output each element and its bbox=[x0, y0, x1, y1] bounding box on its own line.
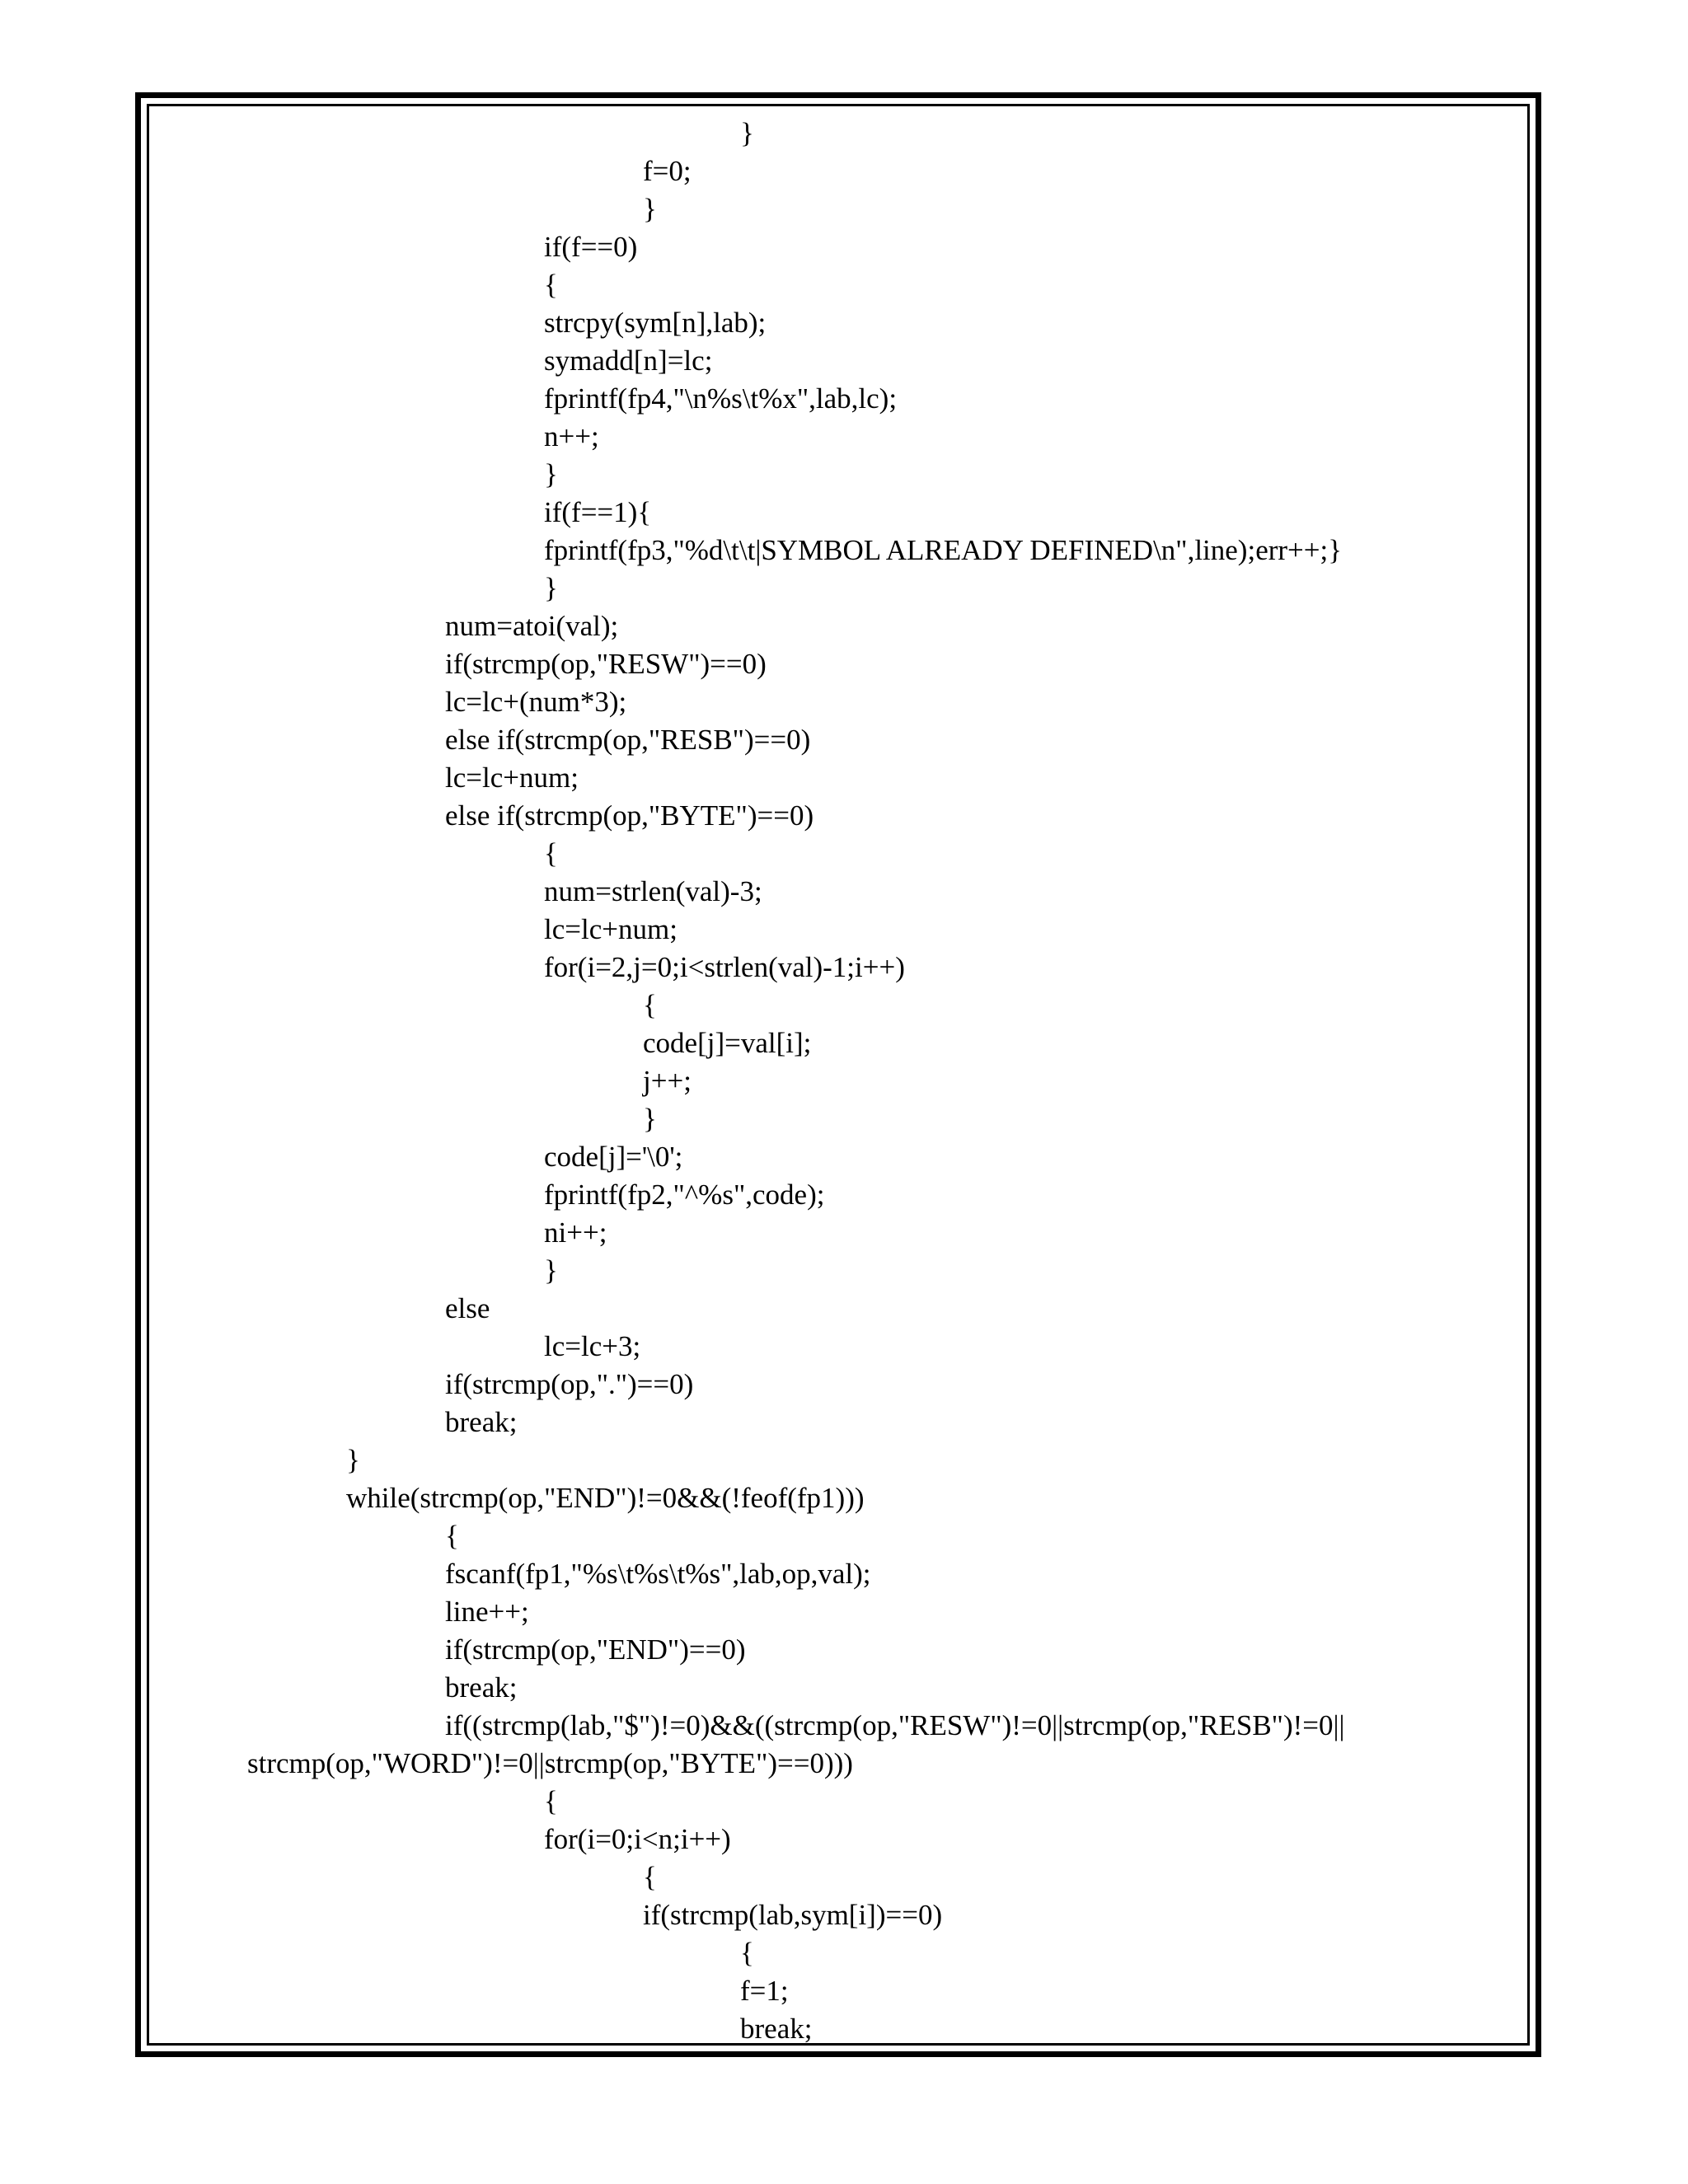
code-line: fscanf(fp1,"%s\t%s\t%s",lab,op,val); bbox=[445, 1558, 871, 1590]
code-line: code[j]=val[i]; bbox=[643, 1027, 812, 1059]
code-line: strcmp(op,"WORD")!=0||strcmp(op,"BYTE")==0))) bbox=[247, 1747, 853, 1779]
code-line: f=0; bbox=[643, 155, 692, 187]
code-line: f=1; bbox=[740, 1975, 789, 2007]
code-line: n++; bbox=[544, 420, 599, 452]
code-line: } bbox=[544, 1254, 558, 1286]
code-line: { bbox=[643, 1861, 657, 1893]
code-line: else bbox=[445, 1292, 490, 1324]
code-line: break; bbox=[445, 1671, 518, 1704]
code-line: while(strcmp(op,"END")!=0&&(!feof(fp1))) bbox=[346, 1482, 865, 1514]
code-line: strcpy(sym[n],lab); bbox=[544, 307, 767, 339]
code-line: else if(strcmp(op,"RESB")==0) bbox=[445, 724, 811, 756]
code-line: } bbox=[544, 572, 558, 604]
code-line: ni++; bbox=[544, 1216, 607, 1249]
code-line: if(strcmp(op,"END")==0) bbox=[445, 1633, 746, 1666]
code-line: } bbox=[643, 193, 657, 225]
code-line: if(f==1){ bbox=[544, 496, 652, 528]
code-line: for(i=2,j=0;i<strlen(val)-1;i++) bbox=[544, 951, 905, 983]
code-line: fprintf(fp4,"\n%s\t%x",lab,lc); bbox=[544, 382, 898, 415]
code-line: } bbox=[346, 1444, 360, 1476]
code-line: if(strcmp(lab,sym[i])==0) bbox=[643, 1899, 943, 1931]
code-line: num=atoi(val); bbox=[445, 610, 619, 642]
code-line: if(strcmp(op,"RESW")==0) bbox=[445, 648, 767, 680]
code-line: j++; bbox=[643, 1065, 692, 1097]
code-line: { bbox=[445, 1520, 459, 1552]
code-line: code[j]='\0'; bbox=[544, 1141, 683, 1173]
code-line: { bbox=[544, 1785, 558, 1817]
code-line: num=strlen(val)-3; bbox=[544, 875, 762, 907]
code-line: fprintf(fp2,"^%s",code); bbox=[544, 1179, 825, 1211]
code-line: if(strcmp(op,".")==0) bbox=[445, 1368, 694, 1400]
code-line: for(i=0;i<n;i++) bbox=[544, 1823, 731, 1855]
code-line: fprintf(fp3,"%d\t\t|SYMBOL ALREADY DEFINED\n",line);err++;} bbox=[544, 534, 1343, 566]
code-line: { bbox=[643, 989, 657, 1021]
code-line: } bbox=[643, 1103, 657, 1135]
code-line: else if(strcmp(op,"BYTE")==0) bbox=[445, 799, 814, 832]
code-line: lc=lc+3; bbox=[544, 1330, 641, 1362]
code-line: line++; bbox=[445, 1596, 529, 1628]
code-line: break; bbox=[445, 1406, 518, 1438]
code-line: symadd[n]=lc; bbox=[544, 344, 713, 377]
code-line: break; bbox=[740, 2013, 813, 2045]
code-line: lc=lc+(num*3); bbox=[445, 686, 627, 718]
code-line: } bbox=[740, 117, 754, 149]
code-line: { bbox=[544, 269, 558, 301]
code-line: } bbox=[544, 458, 558, 490]
code-line: lc=lc+num; bbox=[445, 762, 579, 794]
code-line: { bbox=[544, 837, 558, 869]
code-line: if(f==0) bbox=[544, 231, 638, 263]
code-line: lc=lc+num; bbox=[544, 913, 678, 945]
code-line: { bbox=[740, 1937, 754, 1969]
code-line: if((strcmp(lab,"$")!=0)&&((strcmp(op,"RESW")!=0||strcmp(op,"RESB")!=0|| bbox=[445, 1709, 1345, 1741]
